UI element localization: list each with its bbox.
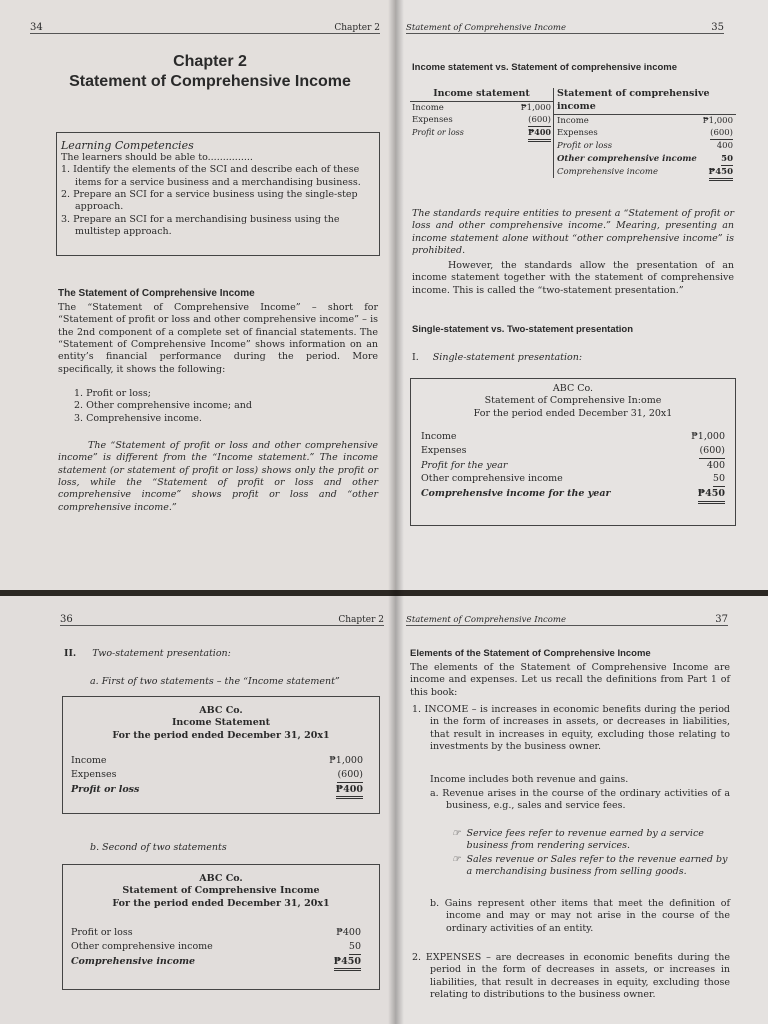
income-statement-box — [62, 696, 380, 814]
chapter-heading — [40, 52, 380, 92]
row-label: Expenses — [71, 768, 117, 780]
sci-column — [554, 88, 736, 178]
paragraph: Income includes both revenue and gains. — [430, 774, 629, 785]
paragraph: The elements of the Statement of Comprehensive Income are income and expenses. Let us recall the definitions from Part 1 of this book: — [410, 662, 730, 698]
item-label: I. — [412, 352, 419, 363]
row-label: Profit or loss — [412, 128, 464, 138]
row-value: 50 — [349, 940, 361, 955]
competencies-heading: Learning Competencies — [61, 139, 194, 152]
statement-row — [71, 768, 363, 783]
learning-competencies-box — [56, 132, 380, 256]
chapter-title: Statement of Comprehensive Income — [69, 73, 351, 90]
paragraph: The standards require entities to present a “Statement of profit or loss and other comprehensive income.” Mearing, presenting an income statement alone without “other comprehensive income” is prohibited. — [412, 208, 734, 257]
column-header: Income statement — [410, 88, 553, 102]
page-header — [406, 610, 728, 626]
statement-row — [421, 472, 725, 487]
row-label: Profit or loss — [71, 927, 133, 939]
table-row — [554, 115, 736, 127]
row-label: Other comprehensive income — [421, 473, 563, 485]
paragraph: However, the standards allow the presentation of an income statement together with the statement of comprehensive income. This is called the “two-statement presentation.” — [412, 260, 734, 296]
page-header — [406, 18, 724, 34]
row-label: Other comprehensive income — [557, 153, 697, 164]
statement-title: Statement of Comprehensive Income — [122, 885, 320, 897]
company-name: ABC Co. — [199, 705, 243, 716]
row-value: ₱450 — [698, 487, 725, 504]
sub-item: b. Second of two statements — [90, 842, 227, 853]
row-value: (600) — [528, 114, 551, 127]
statement-period: For the period ended December 31, 20x1 — [473, 407, 673, 419]
item-text: Two-statement presentation: — [92, 648, 231, 659]
statement-row — [71, 783, 363, 800]
column-header: Statement of comprehensive income — [554, 88, 736, 115]
statement-title: Income Statement — [171, 717, 271, 729]
statement-row — [71, 926, 361, 940]
expenses-definition: 2. EXPENSES – are decreases in economic benefits during the period in the form of decreases in assets, or increases in liabilities, that result in decreases in equity, excluding those relating to distributions to the business owner. — [412, 952, 730, 1001]
table-row — [410, 102, 553, 114]
bullet-text: Service fees refer to revenue earned by a service business from rendering services. — [466, 828, 704, 852]
row-value: ₱400 — [336, 927, 361, 939]
statement-row — [421, 459, 725, 473]
list-item: 1. Profit or loss; — [74, 388, 151, 399]
hand-pointer-icon: ☞ — [452, 854, 461, 865]
row-value: ₱1,000 — [691, 431, 725, 443]
row-value: 50 — [713, 472, 725, 487]
competencies-intro: The learners should be able to............... — [61, 152, 253, 163]
running-head: Statement of Comprehensive Income — [406, 615, 567, 625]
row-label: Other comprehensive income — [71, 940, 213, 952]
income-definition: 1. INCOME – is increases in economic benefits during the period in the form of increases in assets, or decreases in liabilities, that result in increases in equity, excluding those relating to investments by the business owner. — [412, 704, 730, 753]
row-label: Income — [71, 755, 107, 767]
row-label: Income — [557, 115, 589, 126]
component-list — [74, 388, 374, 425]
list-item: 2. Other comprehensive income; and — [74, 400, 252, 412]
row-label: Comprehensive income — [71, 955, 196, 967]
bullet-text: Sales revenue or Sales refer to the revenue earned by a merchandising business from selling goods. — [466, 854, 728, 878]
row-label: Income — [421, 431, 457, 443]
row-value: (600) — [337, 768, 363, 783]
statement-row — [71, 955, 361, 972]
page-number: 35 — [711, 22, 724, 33]
statement-row — [421, 430, 725, 444]
statement-row — [421, 487, 725, 504]
page-number: 36 — [60, 614, 73, 625]
table-row — [554, 140, 736, 152]
row-value: ₱1,000 — [520, 102, 551, 113]
running-head: Chapter 2 — [338, 615, 384, 625]
company-name: ABC Co. — [552, 383, 594, 394]
row-label: Expenses — [421, 444, 467, 456]
presentation-item — [412, 352, 582, 364]
statement-title: Statement of Comprehensive In:ome — [484, 395, 662, 407]
section-heading: Elements of the Statement of Comprehensive Income — [410, 648, 651, 659]
page-37 — [396, 596, 768, 1024]
revenue-definition: a. Revenue arises in the course of the ordinary activities of a business, e.g., sales and service fees. — [430, 788, 730, 812]
hand-pointer-icon: ☞ — [452, 828, 461, 839]
page-header — [60, 610, 384, 626]
row-label: Comprehensive income for the year — [421, 488, 611, 500]
row-value: ₱1,000 — [329, 755, 363, 767]
page-35 — [396, 0, 768, 590]
section-heading: Income statement vs. Statement of comprehensive income — [412, 62, 678, 73]
income-statement-column — [410, 88, 554, 178]
row-label: Profit or loss — [71, 783, 140, 795]
section-heading: Single-statement vs. Two-statement presentation — [412, 324, 634, 335]
table-row — [554, 166, 736, 181]
competency-item: 3. Prepare an SCI for a merchandising business using the multistep approach. — [61, 213, 340, 238]
row-value: 400 — [706, 459, 725, 471]
row-value: (600) — [710, 127, 733, 140]
row-value: ₱400 — [528, 127, 551, 142]
table-row — [554, 127, 736, 140]
statement-row — [71, 754, 363, 768]
bullet-item — [452, 828, 732, 853]
sub-item: a. First of two statements – the “Income statement” — [90, 676, 340, 687]
table-row — [410, 127, 553, 142]
statement-period: For the period ended December 31, 20x1 — [112, 897, 330, 909]
sci-statement-box — [62, 864, 380, 990]
item-label: II. — [64, 648, 77, 659]
single-statement-box — [410, 378, 736, 526]
comparison-table — [410, 88, 736, 178]
statement-row — [71, 940, 361, 955]
row-value: (600) — [699, 444, 725, 459]
page-header — [30, 18, 380, 34]
row-value: ₱400 — [336, 783, 363, 800]
row-value: 50 — [721, 153, 733, 166]
table-row — [554, 153, 736, 166]
row-label: Expenses — [557, 127, 598, 138]
presentation-item — [64, 648, 231, 660]
company-name: ABC Co. — [199, 873, 243, 884]
row-label: Income — [412, 102, 444, 113]
row-value: ₱450 — [709, 166, 733, 181]
page-number: 37 — [715, 614, 728, 625]
gains-definition: b. Gains represent other items that meet the definition of income and may or may not arise in the course of the ordinary activities of an entity. — [430, 898, 730, 934]
paragraph: The “Statement of Comprehensive Income” – short for “Statement of profit or loss and other comprehensive income” – is the 2nd component of a complete set of financial statements. The “Statement of Comprehensive Income” shows information on an entity’s financial performance during the period. More specifically, it shows the following: — [58, 302, 378, 375]
row-label: Comprehensive income — [557, 166, 658, 177]
competency-item: 1. Identify the elements of the SCI and describe each of these items for a service business and a merchandising business. — [61, 164, 361, 188]
row-value: ₱1,000 — [702, 115, 733, 126]
page-34 — [0, 0, 396, 590]
item-text: Single-statement presentation: — [432, 352, 583, 363]
running-head: Statement of Comprehensive Income — [406, 23, 567, 33]
page-36 — [0, 596, 396, 1024]
competency-item: 2. Prepare an SCI for a service business using the single-step approach. — [61, 189, 358, 213]
paragraph: The “Statement of profit or loss and other comprehensive income” is different from the “Income statement.” The income statement (or statement of profit or loss) shows only the profit or loss, while the “Statement of profit or loss and other comprehensive income” shows profit or loss and “other comprehensive income.” — [58, 440, 378, 513]
list-item: 3. Comprehensive income. — [74, 412, 202, 424]
statement-period: For the period ended December 31, 20x1 — [112, 729, 330, 741]
statement-row — [421, 444, 725, 459]
row-label: Expenses — [412, 115, 453, 126]
row-value: ₱450 — [334, 955, 361, 972]
page-number: 34 — [30, 22, 43, 33]
section-heading: The Statement of Comprehensive Income — [58, 288, 255, 299]
row-label: Profit or loss — [557, 141, 613, 152]
running-head: Chapter 2 — [334, 23, 380, 33]
chapter-label: Chapter 2 — [173, 53, 247, 70]
row-value: 400 — [716, 141, 733, 152]
bullet-item — [452, 854, 732, 879]
table-row — [410, 114, 553, 127]
row-label: Profit for the year — [421, 459, 508, 471]
